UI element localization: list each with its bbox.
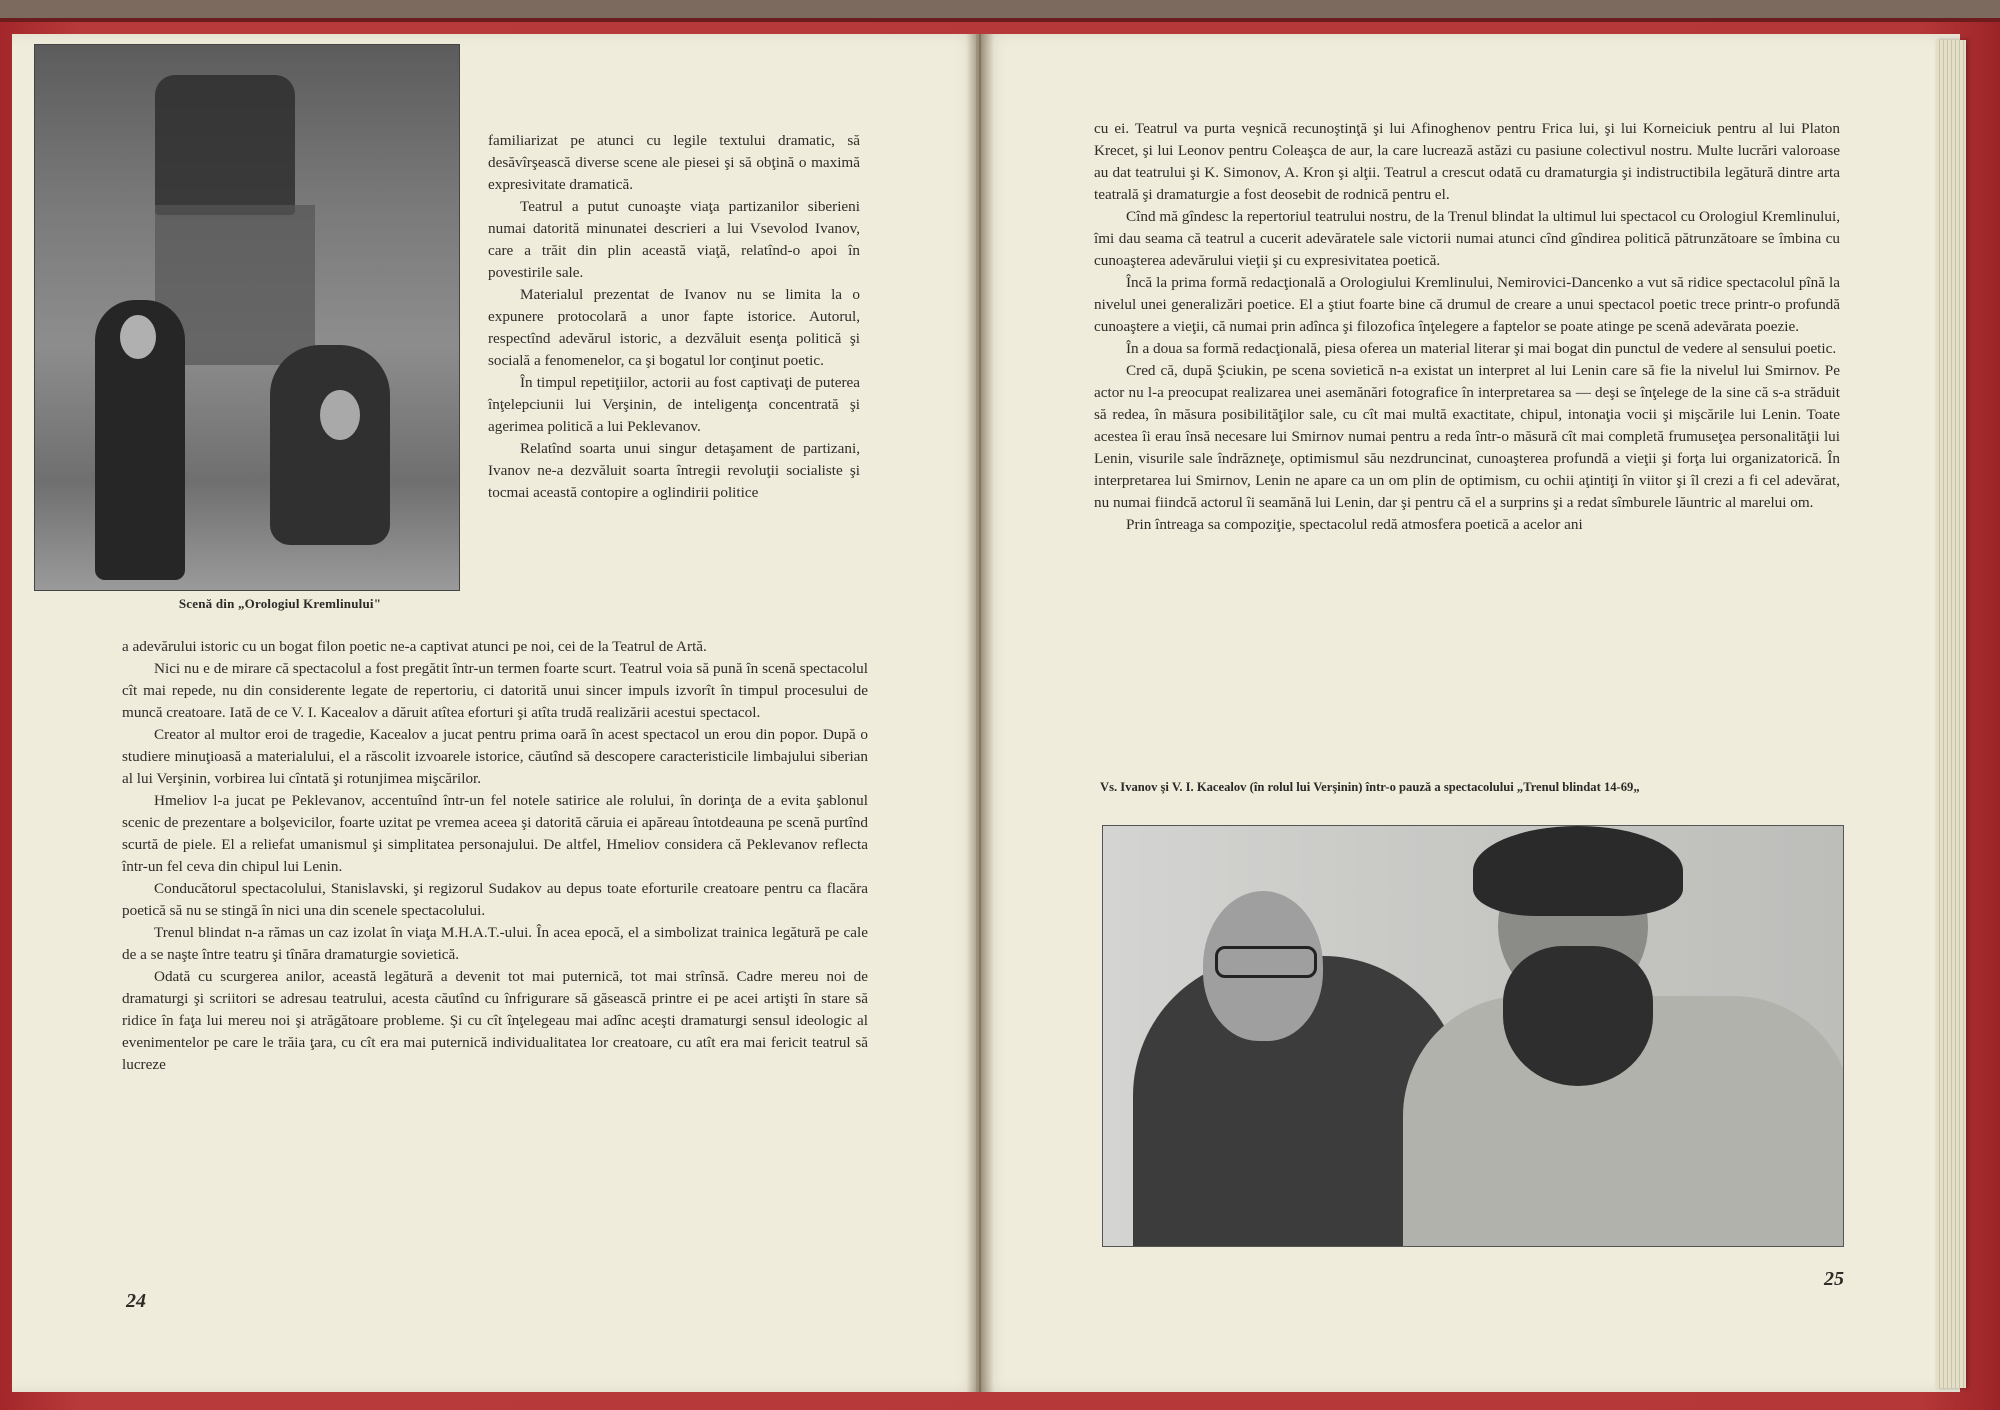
- paragraph: Teatrul a putut cunoaşte viaţa partizanilor siberieni numai datorită minunatei descrieri a lui Vsevolod Ivanov, care a trăit din plin această viaţă, relatînd-o apoi în povestirile sale.: [488, 198, 860, 281]
- paragraph: Cred că, după Şciukin, pe scena sovietică n-a existat un interpret al lui Lenin care să fie la nivelul lui Smirnov. Pe actor nu l-a preocupat realizarea unei asemănări fotografice în interpretarea sa — deşi se înţelege de la sine că s-a străduit să redea, în măsura posibilităţilor sale, cu cît mai multă exactitate, chipul, intonaţia vocii şi mişcările lui Lenin. Toate acestea îi erau însă necesare lui Smirnov numai pentru a reda într-o măsură cît mai completă frumuseţea personalităţii lui Lenin, visurile sale îndrăzneţe, optimismul său nezdruncinat, cunoaşterea profundă a vieţii şi forţa lui organizatorică. În interpretarea lui Smirnov, Lenin ne apare ca un om plin de optimism, cu ochii aţintiţi în viitor şi îl crezi a fi cel adevărat, nu numai fiindcă actorul îi seamănă lui Lenin, dar şi pentru că el a surprins şi a redat sîmburele lăuntric al marelui om.: [1094, 362, 1840, 511]
- paragraph: În timpul repetiţiilor, actorii au fost captivaţi de puterea înţelepciunii lui Verşinin, de inteligenţa concentrată şi agerimea politică a lui Peklevanov.: [488, 374, 860, 435]
- right-page-text: [1094, 118, 1840, 536]
- scene-photo-caption: Scenă din „Orologiul Kremlinului": [178, 596, 382, 611]
- page-number-left: 24: [126, 1290, 146, 1312]
- paragraph: Nici nu e de mirare că spectacolul a fost pregătit într-un termen foarte scurt. Teatrul voia să pună în scenă spectacolul cît mai repede, nu din considerente legate de repertoriu, ci datorită unui sincer impuls izvorît în timpul procesului de muncă creatoare. Iată de ce V. I. Kacealov a dăruit atîtea eforturi şi atîta trudă realizării acestui spectacol.: [122, 660, 868, 721]
- book-gutter: [966, 34, 994, 1392]
- paragraph: Relatînd soarta unui singur detaşament de partizani, Ivanov ne-a dezvăluit soarta întregii revoluţii socialiste şi tocmai această contopire a oglindirii politice: [488, 440, 860, 501]
- paragraph: Cînd mă gîndesc la repertoriul teatrului nostru, de la Trenul blindat la ultimul lui spectacol cu Orologiul Kremlinului, îmi dau seama că teatrul a cucerit adevăratele sale victorii numai atunci cînd gîndirea politică pătrunzătoare se îmbina cu cunoaşterea adevărului vieţii şi cu expresivitatea poetică.: [1094, 208, 1840, 269]
- page-edges: [1936, 40, 1966, 1388]
- paragraph: Trenul blindat n-a rămas un caz izolat în viaţa M.H.A.T.-ului. În acea epocă, el a simbolizat trainica legătură pe cale de a se naşte între teatru şi tînăra dramaturgie sovietică.: [122, 924, 868, 963]
- paragraph: a adevărului istoric cu un bogat filon poetic ne-a captivat atunci pe noi, cei de la Teatrul de Artă.: [122, 638, 707, 655]
- paragraph: Hmeliov l-a jucat pe Peklevanov, accentuînd într-un fel notele satirice ale rolului, în dorinţa de a evita şablonul scenic de prezentare a bolşevicilor, foarte uzitat pe vremea aceea şi datorită căruia ei apăreau întotdeauna pe scenă purtînd scurtă de piele. El a reliefat umanismul şi simplitatea personajului. De altfel, Hmeliov considera că Peklevanov reflecta într-un fel ceva din chipul lui Lenin.: [122, 792, 868, 875]
- left-full-text: [122, 636, 868, 1076]
- page-number-right: 25: [1824, 1268, 1844, 1290]
- paragraph: familiarizat pe atunci cu legile textului dramatic, să desăvîrşească diverse scene ale piesei şi să obţină o maximă expresivitate dramatică.: [488, 132, 860, 193]
- portrait-photo-caption: Vs. Ivanov şi V. I. Kacealov (în rolul lui Verşinin) într-o pauză a spectacolului „Trenul blindat 14-69„: [1100, 780, 1640, 794]
- paragraph: cu ei. Teatrul va purta veşnică recunoştinţă şi lui Afinoghenov pentru Frica lui, şi lui Korneiciuk pentru al lui Platon Krecet, şi lui Leonov pentru Coleaşca de aur, la care lucrează astăzi cu pasiune colectivul nostru. Multe lucrări valoroase au dat teatrului şi K. Simonov, A. Kron şi alţii. Teatrul a crescut odată cu dramaturgia şi indistructibila legătură dintre arta teatrală şi dramaturgie a fost deosebit de rodnică pentru el.: [1094, 120, 1840, 203]
- paragraph: Creator al multor eroi de tragedie, Kacealov a jucat pentru prima oară în acest spectacol un erou din popor. După o studiere minuţioasă a materialului, el a răscolit izvoarele istorice, căutînd să descopere caracteristicile limbajului siberian al lui Verşinin, vorbirea lui cîntată şi rotunjimea mişcărilor.: [122, 726, 868, 787]
- paragraph: Prin întreaga sa compoziţie, spectacolul redă atmosfera poetică a acelor ani: [1126, 516, 1583, 533]
- paragraph: Încă la prima formă redacţională a Orologiului Kremlinului, Nemirovici-Dancenko a vut să ridice spectacolul pînă la nivelul unei generalizări poetice. El a ştiut foarte bine că drumul de creare a unui spectacol poetic trece printr-o profundă cunoaştere a vieţii, că numai prin adînca şi filozofica înţelegere a faptelor se poate atinge pe scenă adevărata poezie.: [1094, 274, 1840, 335]
- portrait-photo: [1102, 825, 1844, 1247]
- scene-photo: [34, 44, 460, 591]
- left-column-text: [488, 130, 860, 504]
- paragraph: Odată cu scurgerea anilor, această legătură a devenit tot mai puternică, tot mai strînsă. Cadre mereu noi de dramaturgi şi scriitori se adresau teatrului, acesta căutînd cu înfrigurare să găsească printre ei pe acei artişti în stare să ridice în faţa lui mereu noi şi atrăgătoare probleme. Şi cu cît înţelegeau mai adînc aceşti dramaturgi sensul ideologic al evenimentelor pe care le trăia ţara, cu cît era mai puternică individualitatea lor creatoare, cu atît era mai fericit teatrul să lucreze: [122, 968, 868, 1073]
- paragraph: Conducătorul spectacolului, Stanislavski, şi regizorul Sudakov au depus toate eforturile creatoare pentru ca flacăra poetică să nu se stingă în nici una din scenele spectacolului.: [122, 880, 868, 919]
- paragraph: În a doua sa formă redacţională, piesa oferea un material literar şi mai bogat din punctul de vedere al sensului poetic.: [1126, 340, 1837, 357]
- paragraph: Materialul prezentat de Ivanov nu se limita la o expunere protocolară a unor fapte istorice. Autorul, respectînd adevărul istoric, a dezvăluit esenţa politică şi socială a fenomenelor, ca şi bogatul lor conţinut poetic.: [488, 286, 860, 369]
